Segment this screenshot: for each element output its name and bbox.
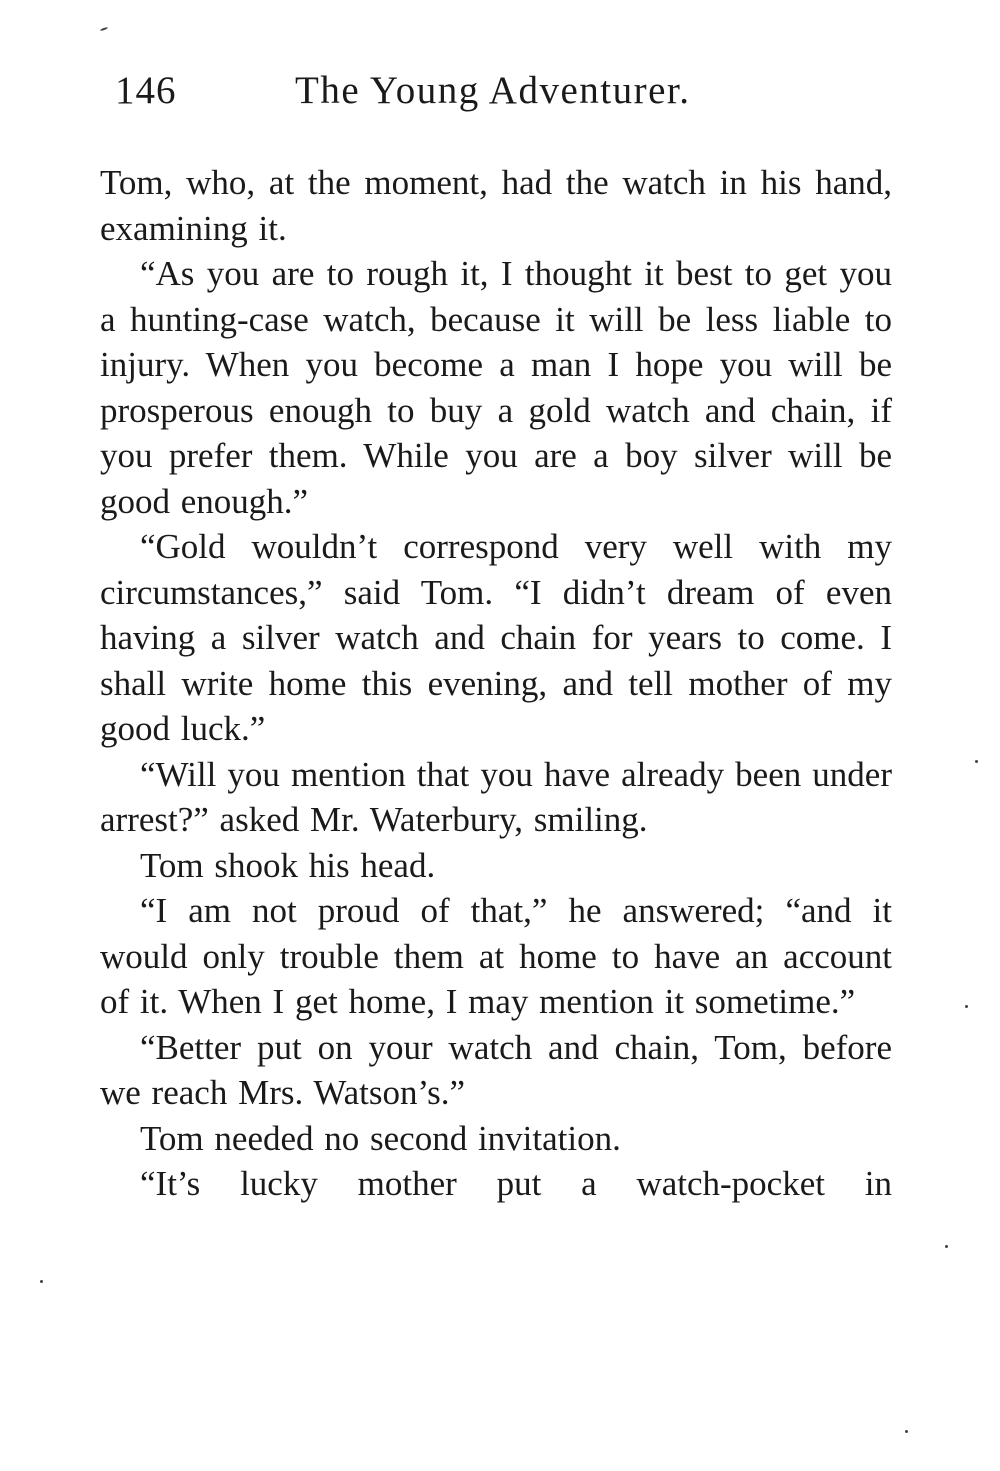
paragraph-2: “As you are to rough it, I thought it best to get you a hunting-case watch, because it will be less liable to injury. When you become a man I hope you will be prosperous enough to buy a gold watch and chain, if you prefer them. While you are a boy silver will be good enough.” (100, 254, 892, 521)
print-speck (945, 1245, 948, 1248)
paragraph-4: “Will you mention that you have already been under arrest?” asked Mr. Waterbury, smiling. (100, 754, 892, 839)
print-speck (905, 1430, 908, 1433)
paragraph-9: “It’s lucky mother put a watch-pocket in (140, 1164, 892, 1203)
paragraph-8: Tom needed no second invitation. (140, 1118, 621, 1158)
paragraph-7: “Better put on your watch and chain, Tom, before we reach Mrs. Watson’s.” (100, 1027, 892, 1112)
paragraph-6: “I am not proud of that,” he answered; “and it would only trouble them at home to have an account of it. When I get home, I may mention it sometime.” (100, 891, 892, 1021)
paragraph-1: Tom, who, at the moment, had the watch in his hand, examining it. (100, 163, 892, 248)
page-number: 146 (115, 69, 177, 112)
print-speck (40, 1280, 43, 1283)
print-speck (975, 760, 978, 763)
paragraph-5: Tom shook his head. (140, 845, 436, 885)
body-text (100, 160, 892, 1207)
running-title: The Young Adventurer. (295, 69, 691, 112)
print-speck (965, 1005, 968, 1008)
print-speck (100, 27, 108, 32)
page-header (115, 68, 895, 128)
paragraph-3: “Gold wouldn’t correspond very well with my circumstances,” said Tom. “I didn’t dream of even having a silver watch and chain for years to come. I shall write home this evening, and tell mother of my good luck.” (100, 527, 892, 748)
